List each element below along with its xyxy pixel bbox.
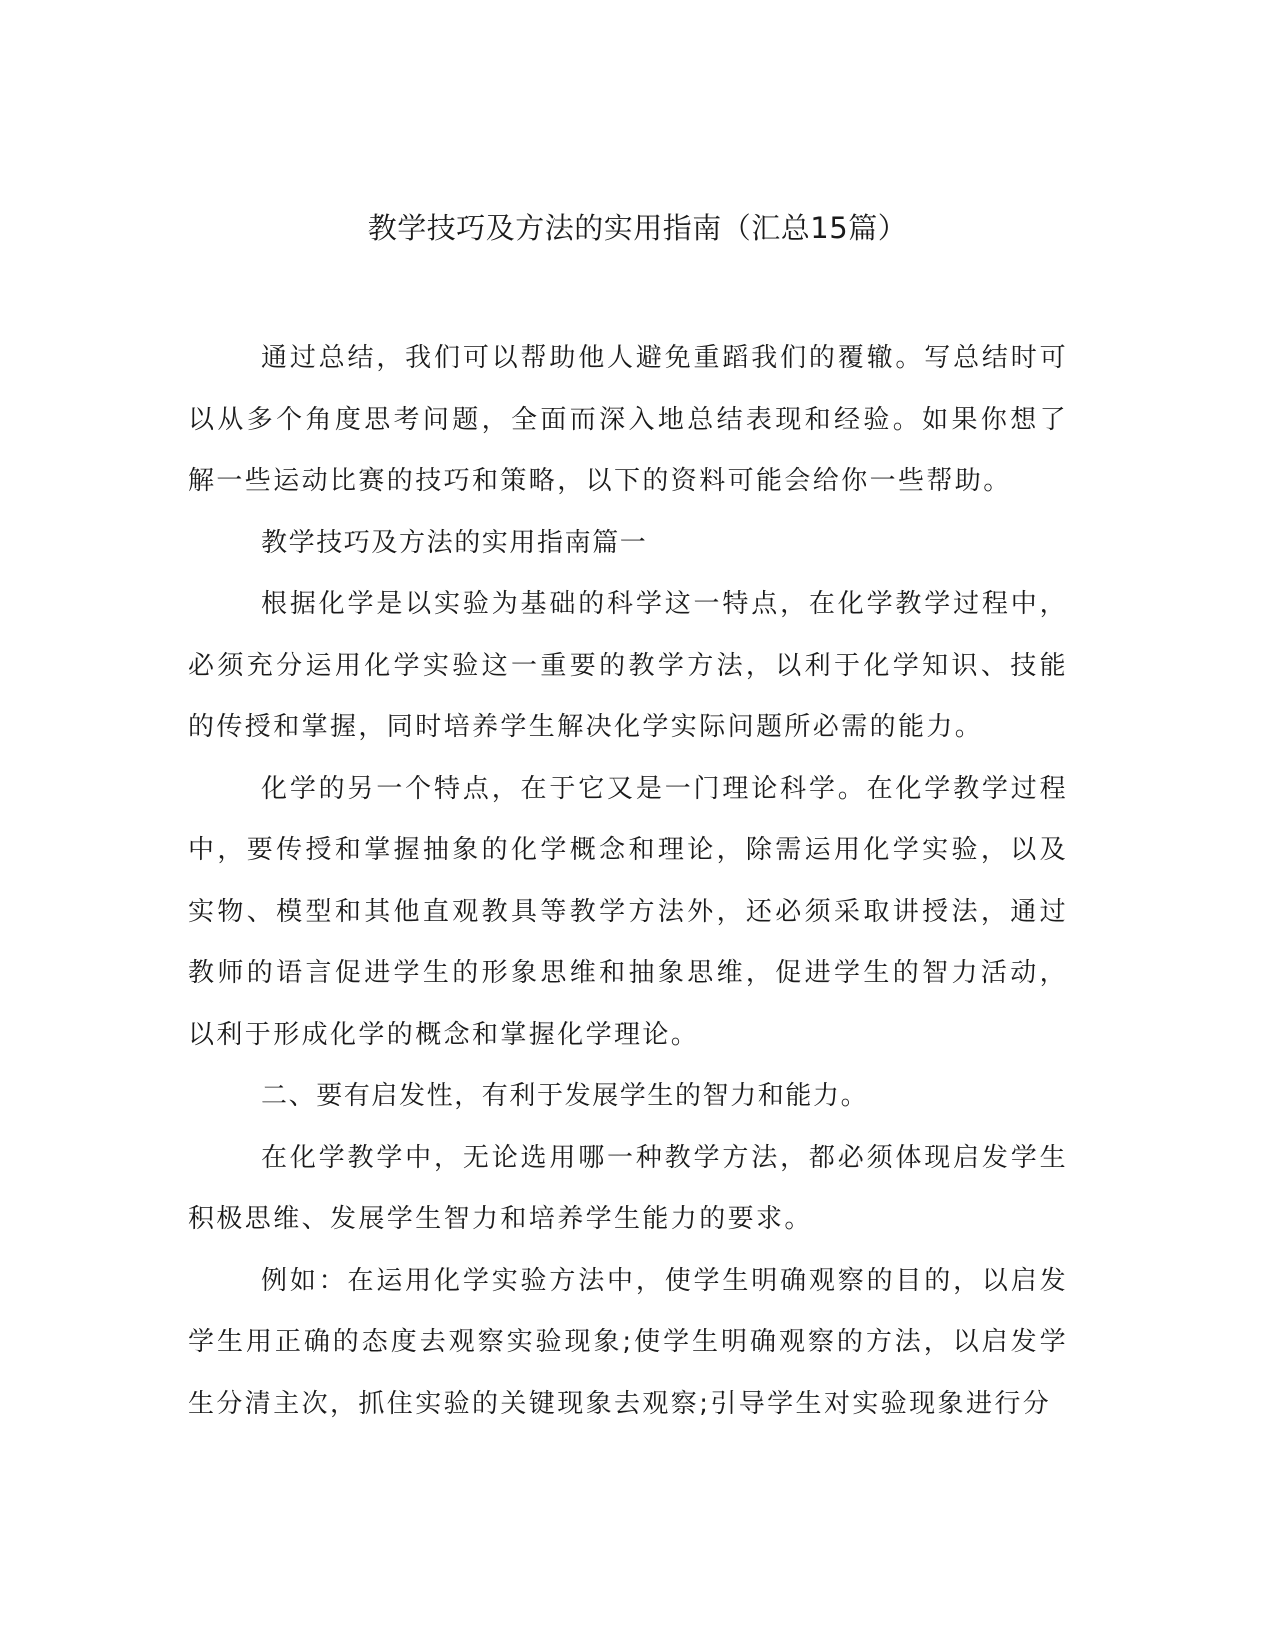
body-paragraph: 在化学教学中，无论选用哪一种教学方法，都必须体现启发学生积极思维、发展学生智力和培养学生能力的要求。 — [188, 1142, 1068, 1234]
intro-paragraph: 通过总结，我们可以帮助他人避免重蹈我们的覆辙。写总结时可以从多个角度思考问题，全面而深入地总结表现和经验。如果你想了解一些运动比赛的技巧和策略，以下的资料可能会给你一些帮助。 — [188, 343, 1068, 496]
body-paragraph: 根据化学是以实验为基础的科学这一特点，在化学教学过程中，必须充分运用化学实验这一重要的教学方法，以利于化学知识、技能的传授和掌握，同时培养学生解决化学实际问题所必需的能力。 — [188, 589, 1068, 742]
document-title: 教学技巧及方法的实用指南（汇总15篇） — [367, 211, 908, 245]
document-body — [188, 328, 1068, 1435]
body-paragraph: 化学的另一个特点，在于它又是一门理论科学。在化学教学过程中，要传授和掌握抽象的化学概念和理论，除需运用化学实验，以及实物、模型和其他直观教具等教学方法外，还必须采取讲授法，通过教师的语言促进学生的形象思维和抽象思维，促进学生的智力活动，以利于形成化学的概念和掌握化学理论。 — [188, 773, 1068, 1050]
body-paragraph: 例如：在运用化学实验方法中，使学生明确观察的目的，以启发学生用正确的态度去观察实验现象;使学生明确观察的方法，以启发学生分清主次，抓住实验的关键现象去观察;引导学生对实验现象进行分 — [188, 1265, 1068, 1419]
section-heading: 教学技巧及方法的实用指南篇一 — [261, 527, 648, 558]
point-heading: 二、要有启发性，有利于发展学生的智力和能力。 — [261, 1081, 869, 1111]
